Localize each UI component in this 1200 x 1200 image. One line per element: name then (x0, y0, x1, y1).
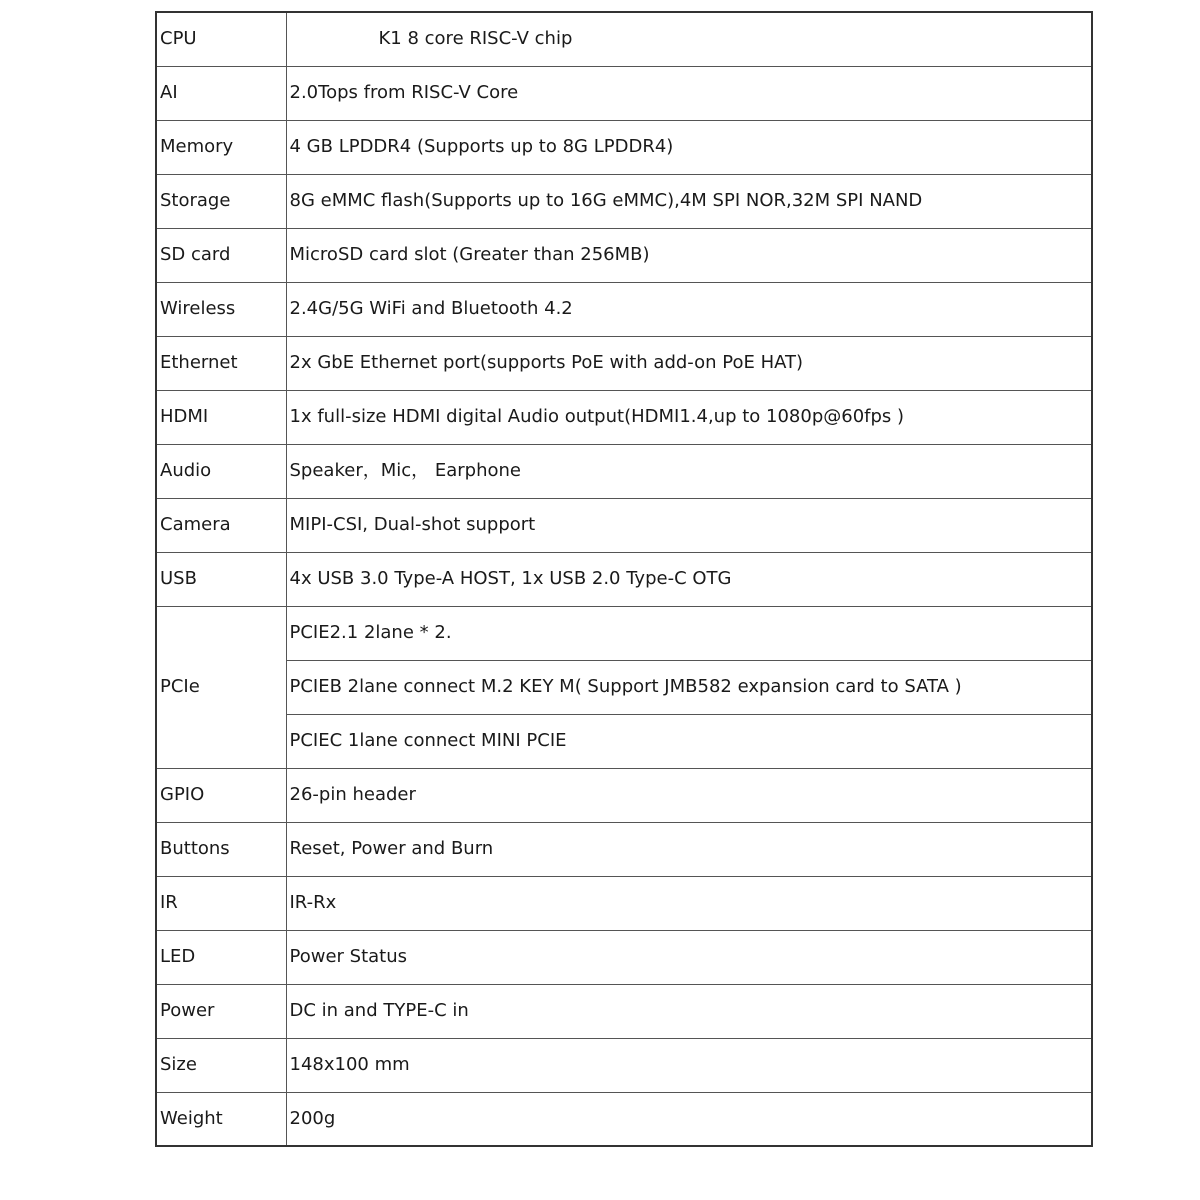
spec-table-body (156, 12, 1092, 1146)
spec-value: 4x USB 3.0 Type-A HOST, 1x USB 2.0 Type-C OTG (286, 552, 1092, 606)
spec-label: USB (156, 552, 286, 606)
spec-value: Reset, Power and Burn (286, 822, 1092, 876)
spec-value: 1x full-size HDMI digital Audio output(HDMI1.4,up to 1080p@60fps ) (286, 390, 1092, 444)
spec-label: IR (156, 876, 286, 930)
spec-label: SD card (156, 228, 286, 282)
spec-label: AI (156, 66, 286, 120)
spec-label: HDMI (156, 390, 286, 444)
table-row (156, 390, 1092, 444)
spec-label: Ethernet (156, 336, 286, 390)
spec-value: 4 GB LPDDR4 (Supports up to 8G LPDDR4) (286, 120, 1092, 174)
spec-value: 200g (286, 1092, 1092, 1146)
spec-value: MIPI-CSI, Dual-shot support (286, 498, 1092, 552)
table-row (156, 120, 1092, 174)
spec-value: PCIE2.1 2lane * 2. (286, 606, 1092, 660)
spec-value: 2.4G/5G WiFi and Bluetooth 4.2 (286, 282, 1092, 336)
spec-value: 148x100 mm (286, 1038, 1092, 1092)
table-row (156, 1092, 1092, 1146)
table-row (156, 228, 1092, 282)
table-row (156, 714, 1092, 768)
spec-label: PCIe (156, 606, 286, 768)
spec-label: CPU (156, 12, 286, 66)
spec-label: Camera (156, 498, 286, 552)
spec-label: Size (156, 1038, 286, 1092)
spec-label: Power (156, 984, 286, 1038)
spec-value: DC in and TYPE-C in (286, 984, 1092, 1038)
spec-value: K1 8 core RISC-V chip (286, 12, 1092, 66)
spec-label: Memory (156, 120, 286, 174)
table-row (156, 660, 1092, 714)
spec-value: PCIEB 2lane connect M.2 KEY M( Support JMB582 expansion card to SATA ) (286, 660, 1092, 714)
table-row (156, 282, 1092, 336)
spec-value: Power Status (286, 930, 1092, 984)
table-row (156, 984, 1092, 1038)
spec-value: 26-pin header (286, 768, 1092, 822)
table-row (156, 66, 1092, 120)
spec-value: MicroSD card slot (Greater than 256MB) (286, 228, 1092, 282)
table-row (156, 930, 1092, 984)
table-row (156, 444, 1092, 498)
table-row (156, 1038, 1092, 1092)
spec-label: GPIO (156, 768, 286, 822)
spec-value: Speaker，Mic， Earphone (286, 444, 1092, 498)
spec-value: PCIEC 1lane connect MINI PCIE (286, 714, 1092, 768)
spec-label: Audio (156, 444, 286, 498)
spec-label: Weight (156, 1092, 286, 1146)
spec-value: 2x GbE Ethernet port(supports PoE with add-on PoE HAT) (286, 336, 1092, 390)
table-row (156, 336, 1092, 390)
table-row (156, 174, 1092, 228)
table-row (156, 768, 1092, 822)
spec-label: Storage (156, 174, 286, 228)
spec-value: 2.0Tops from RISC-V Core (286, 66, 1092, 120)
table-row (156, 876, 1092, 930)
spec-label: Wireless (156, 282, 286, 336)
spec-label: LED (156, 930, 286, 984)
table-row (156, 606, 1092, 660)
table-row (156, 12, 1092, 66)
spec-table (155, 11, 1093, 1147)
spec-value: IR-Rx (286, 876, 1092, 930)
spec-value: 8G eMMC flash(Supports up to 16G eMMC),4M SPI NOR,32M SPI NAND (286, 174, 1092, 228)
spec-label: Buttons (156, 822, 286, 876)
table-row (156, 822, 1092, 876)
table-row (156, 498, 1092, 552)
table-row (156, 552, 1092, 606)
